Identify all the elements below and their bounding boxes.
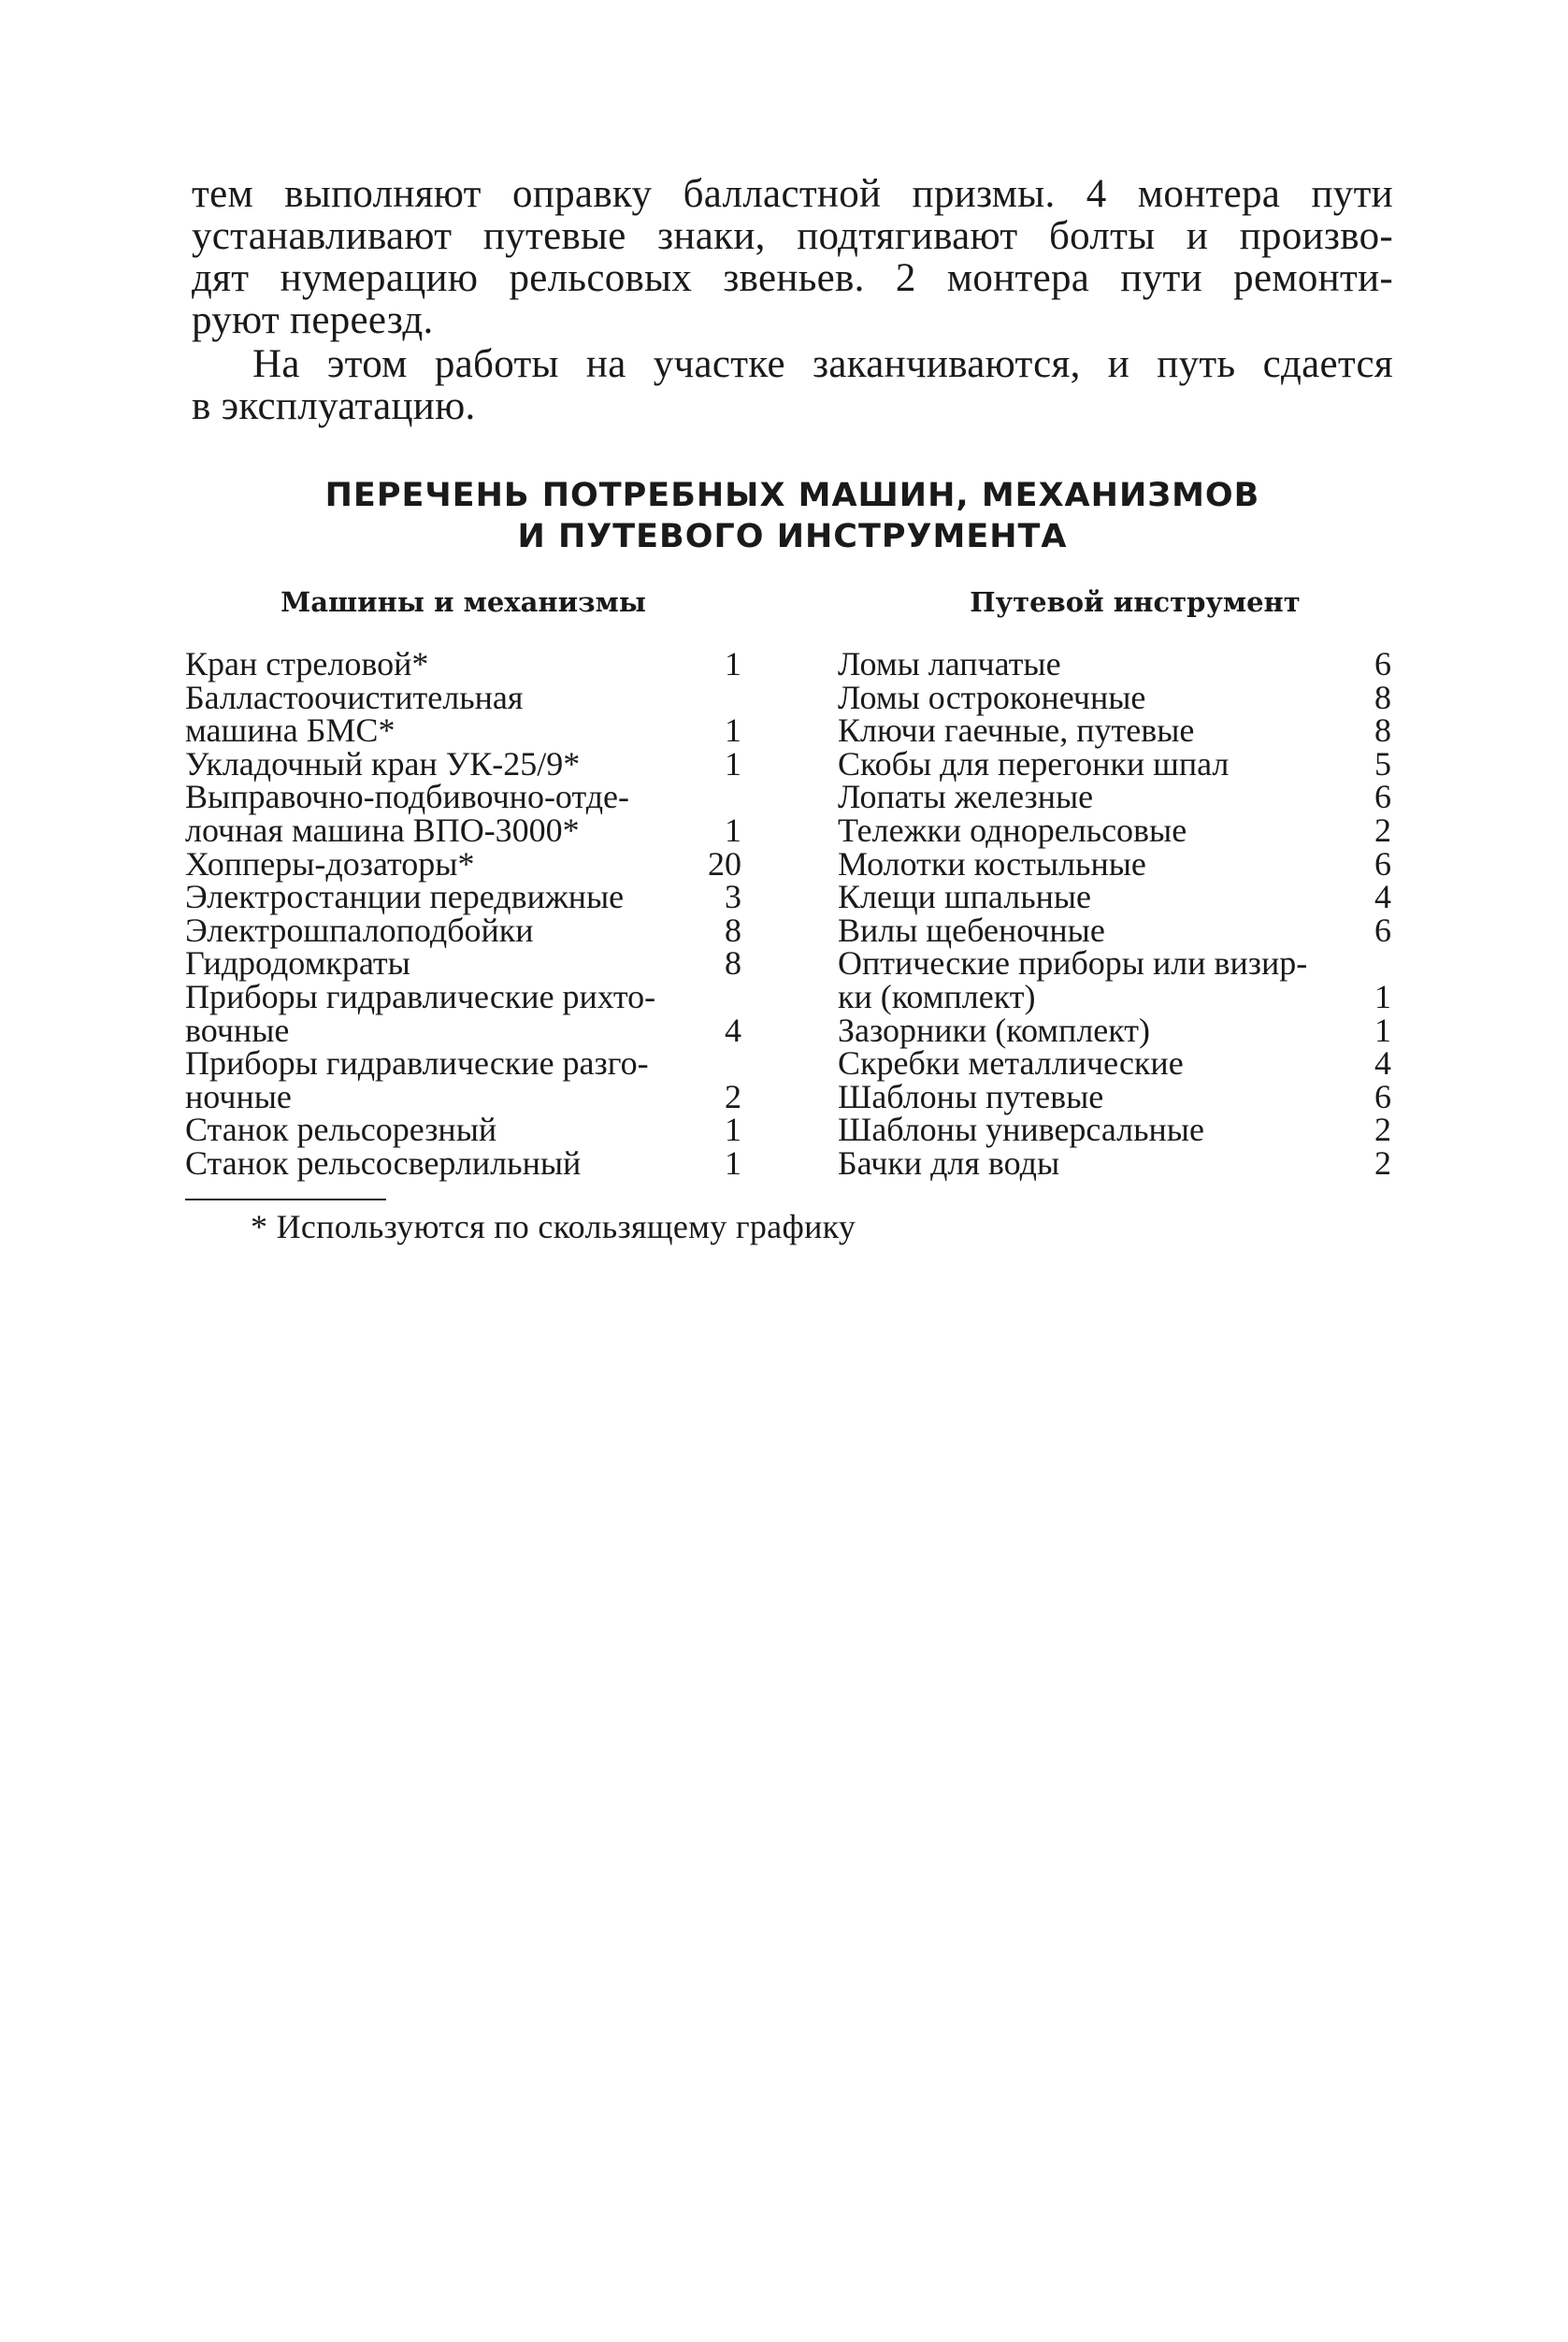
item-name — [838, 678, 1146, 716]
list-item — [185, 1044, 741, 1115]
list-item — [838, 645, 1391, 682]
list-item — [185, 744, 741, 783]
item-quantity: 1 — [725, 744, 741, 783]
item-quantity: 6 — [1374, 645, 1391, 682]
item-quantity: 1 — [1374, 1011, 1391, 1049]
section-title-line: И ПУТЕВОГО ИНСТРУМЕНТА — [517, 518, 1068, 555]
item-name-line: Клещи шпальные — [838, 878, 1092, 916]
list-item — [185, 844, 741, 883]
list-item — [185, 778, 741, 849]
item-name-line: Лопаты железные — [838, 778, 1094, 816]
item-name — [838, 778, 1094, 816]
item-quantity: 4 — [725, 1011, 741, 1049]
item-name — [838, 878, 1092, 916]
item-name — [185, 678, 524, 750]
item-name — [838, 645, 1061, 682]
item-quantity: 8 — [725, 944, 741, 983]
paragraph-line: дят нумерацию рельсовых звеньев. 2 монтера пути ремонти- — [192, 256, 1393, 300]
item-name — [838, 844, 1146, 883]
item-quantity: 1 — [725, 711, 741, 750]
footnote-rule — [185, 1199, 386, 1200]
item-name-line: Ключи гаечные, путевые — [838, 711, 1195, 750]
list-item — [185, 878, 741, 916]
item-quantity: 1 — [725, 645, 741, 682]
item-name — [838, 1044, 1184, 1083]
item-name-line: машина БМС* — [185, 711, 396, 750]
item-name-line: Электростанции передвижные — [185, 878, 625, 916]
tools-heading: Путевой инструмент — [970, 586, 1301, 618]
list-item — [838, 711, 1391, 750]
item-name-line: Шаблоны путевые — [838, 1077, 1104, 1115]
item-name-line: Молотки костыльные — [838, 844, 1146, 883]
list-item — [838, 811, 1391, 849]
paragraph-line: тем выполняют оправку балластной призмы. 4 монтера пути — [192, 172, 1393, 216]
paragraph-line: устанавливают путевые знаки, подтягивают болты и произво- — [192, 214, 1393, 258]
item-quantity: 6 — [1374, 1077, 1391, 1115]
item-name-line: Оптические приборы или визир- — [838, 944, 1308, 983]
item-quantity: 2 — [1374, 1111, 1391, 1149]
item-quantity: 1 — [1374, 977, 1391, 1015]
item-name — [185, 1044, 649, 1115]
item-name — [185, 977, 656, 1049]
item-name-line: Электрошпалоподбойки — [185, 911, 534, 949]
item-name — [185, 878, 625, 916]
item-name-line: Гидродомкраты — [185, 944, 410, 983]
item-name-line: Хопперы-дозаторы* — [185, 844, 475, 883]
item-name — [185, 944, 410, 983]
item-quantity: 4 — [1374, 878, 1391, 916]
item-name-line: Приборы гидравлические разго- — [185, 1044, 649, 1083]
item-name — [185, 1111, 497, 1149]
item-quantity: 6 — [1374, 911, 1391, 949]
item-name-line: Тележки однорельсовые — [838, 811, 1187, 849]
item-name-line: Ломы лапчатые — [838, 645, 1061, 682]
item-name — [838, 1143, 1060, 1182]
paragraph-line: руют переезд. — [192, 298, 434, 342]
machines-heading: Машины и механизмы — [281, 586, 646, 618]
item-name — [838, 744, 1230, 783]
item-name-line: вочные — [185, 1011, 290, 1049]
item-name-line: Кран стреловой* — [185, 645, 429, 682]
item-quantity: 6 — [1374, 844, 1391, 883]
list-item — [838, 1143, 1391, 1182]
item-name-line: ночные — [185, 1077, 292, 1115]
list-item — [185, 678, 741, 750]
tools-list — [838, 645, 1391, 1182]
list-item — [838, 744, 1391, 783]
item-name-line: Зазорники (комплект) — [838, 1011, 1151, 1049]
item-name — [185, 744, 581, 783]
item-quantity: 6 — [1374, 778, 1391, 816]
list-item — [838, 678, 1391, 716]
item-quantity: 1 — [725, 1143, 741, 1182]
item-name-line: Вилы щебеночные — [838, 911, 1105, 949]
item-name-line: Балластоочистительная — [185, 678, 524, 716]
item-quantity: 2 — [1374, 811, 1391, 849]
item-name-line: Скребки металлические — [838, 1044, 1184, 1083]
paragraph-2 — [192, 343, 1393, 427]
item-name — [838, 711, 1195, 750]
list-item — [185, 645, 741, 682]
item-name-line: ки (комплект) — [838, 977, 1036, 1015]
item-name — [838, 811, 1187, 849]
list-item — [838, 844, 1391, 883]
item-name — [838, 911, 1105, 949]
item-name-line: Укладочный кран УК-25/9* — [185, 744, 581, 783]
item-name — [838, 1011, 1151, 1049]
item-quantity: 8 — [1374, 711, 1391, 750]
item-quantity: 20 — [708, 844, 741, 883]
item-quantity: 1 — [725, 1111, 741, 1149]
item-name-line: Станок рельсорезный — [185, 1111, 497, 1149]
paragraph-1 — [192, 173, 1393, 341]
paragraph-line: в эксплуатацию. — [192, 384, 476, 428]
item-name — [185, 645, 429, 682]
item-quantity: 2 — [725, 1077, 741, 1115]
list-item — [185, 944, 741, 983]
section-title — [192, 475, 1393, 557]
list-item — [185, 911, 741, 949]
item-name — [838, 1111, 1204, 1149]
machines-list — [185, 645, 741, 1182]
item-name — [185, 844, 475, 883]
list-item — [838, 944, 1391, 1015]
item-name-line: Приборы гидравлические рихто- — [185, 977, 656, 1015]
item-name — [185, 778, 629, 849]
item-name — [838, 1077, 1104, 1115]
item-name — [838, 944, 1308, 1015]
item-name-line: Станок рельсосверлильный — [185, 1143, 582, 1182]
item-quantity: 4 — [1374, 1044, 1391, 1083]
item-name-line: лочная машина ВПО-3000* — [185, 811, 580, 849]
list-item — [838, 1111, 1391, 1149]
list-item — [838, 1077, 1391, 1115]
item-name-line: Бачки для воды — [838, 1143, 1060, 1182]
section-title-line: ПЕРЕЧЕНЬ ПОТРЕБНЫХ МАШИН, МЕХАНИЗМОВ — [324, 477, 1260, 514]
list-item — [838, 778, 1391, 816]
item-name — [185, 1143, 582, 1182]
list-item — [838, 878, 1391, 916]
item-quantity: 1 — [725, 811, 741, 849]
item-name-line: Ломы остроконечные — [838, 678, 1146, 716]
item-quantity: 8 — [1374, 678, 1391, 716]
item-quantity: 5 — [1374, 744, 1391, 783]
item-quantity: 8 — [725, 911, 741, 949]
list-item — [838, 1011, 1391, 1049]
list-item — [185, 1111, 741, 1149]
item-name-line: Шаблоны универсальные — [838, 1111, 1204, 1149]
paragraph-line: На этом работы на участке заканчиваются, и путь сдается — [252, 342, 1393, 386]
item-quantity: 2 — [1374, 1143, 1391, 1182]
list-item — [185, 977, 741, 1049]
list-item — [838, 911, 1391, 949]
item-name — [185, 911, 534, 949]
list-item — [838, 1044, 1391, 1083]
footnote: * Используются по скользящему графику — [251, 1208, 856, 1245]
item-name-line: Скобы для перегонки шпал — [838, 744, 1230, 783]
item-quantity: 3 — [725, 878, 741, 916]
list-item — [185, 1143, 741, 1182]
item-name-line: Выправочно-подбивочно-отде- — [185, 778, 629, 816]
